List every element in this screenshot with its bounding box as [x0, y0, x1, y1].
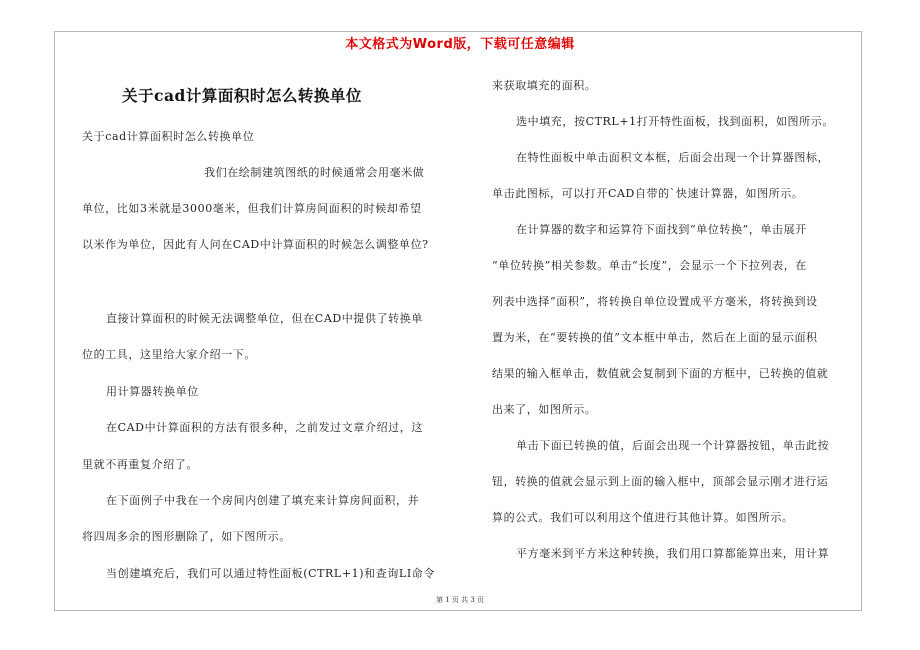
document-title: 关于cad计算面积时怎么转换单位 — [122, 86, 362, 105]
format-banner: 本文格式为Word版，下载可任意编辑 — [345, 37, 575, 52]
paragraph-line: 结果的输入框单击，数值就会复制到下面的方框中，已转换的值就 — [492, 367, 829, 380]
section-heading: 用计算器转换单位 — [106, 385, 199, 398]
paragraph-line: 当创建填充后，我们可以通过特性面板(CTRL+1)和查询LI命令 — [106, 567, 435, 580]
paragraph-line: 里就不再重复介绍了。 — [82, 458, 198, 471]
paragraph-line: 单击此图标，可以打开CAD自带的`快速计算器，如图所示。 — [492, 187, 804, 200]
page-number: 第 1 页 共 3 页 — [435, 596, 485, 604]
paragraph-line: 钮，转换的值就会显示到上面的输入框中，顶部会显示刚才进行运 — [492, 475, 829, 488]
paragraph-line: 平方毫米到平方米这种转换，我们用口算都能算出来，用计算 — [516, 547, 830, 560]
paragraph-line: 单击下面已转换的值，后面会出现一个计算器按钮，单击此按 — [516, 439, 830, 452]
paragraph-line: “单位转换”相关参数。单击“长度”，会显示一个下拉列表，在 — [492, 259, 807, 272]
paragraph-line: 在计算器的数字和运算符下面找到“单位转换”，单击展开 — [516, 223, 807, 236]
paragraph-line: 置为米，在“要转换的值”文本框中单击，然后在上面的显示面积 — [492, 331, 818, 344]
paragraph-line: 选中填充，按CTRL+1打开特性面板，找到面积，如图所示。 — [516, 115, 834, 128]
paragraph-line: 关于cad计算面积时怎么转换单位 — [82, 130, 255, 143]
paragraph-line: 以米作为单位，因此有人问在CAD中计算面积的时候怎么调整单位? — [82, 238, 429, 251]
paragraph-line: 在下面例子中我在一个房间内创建了填充来计算房间面积，并 — [106, 494, 420, 507]
paragraph-line: 列表中选择“面积”，将转换自单位设置成平方毫米，将转换到设 — [492, 295, 818, 308]
paragraph-line: 出来了，如图所示。 — [492, 403, 597, 416]
paragraph-line: 位的工具，这里给大家介绍一下。 — [82, 348, 256, 361]
paragraph-line: 将四周多余的图形删除了，如下图所示。 — [82, 530, 291, 543]
paragraph-line: 在CAD中计算面积的方法有很多种，之前发过文章介绍过，这 — [106, 421, 423, 434]
paragraph-line: 直接计算面积的时候无法调整单位，但在CAD中提供了转换单 — [106, 312, 423, 325]
paragraph-line: 我们在绘制建筑图纸的时候通常会用毫米做 — [204, 166, 425, 179]
paragraph-line: 来获取填充的面积。 — [492, 79, 597, 92]
paragraph-line: 单位，比如3米就是3000毫米，但我们计算房间面积的时候却希望 — [82, 202, 422, 215]
paragraph-line: 算的公式。我们可以利用这个值进行其他计算。如图所示。 — [492, 511, 794, 524]
paragraph-line: 在特性面板中单击面积文本框，后面会出现一个计算器图标， — [516, 151, 830, 164]
